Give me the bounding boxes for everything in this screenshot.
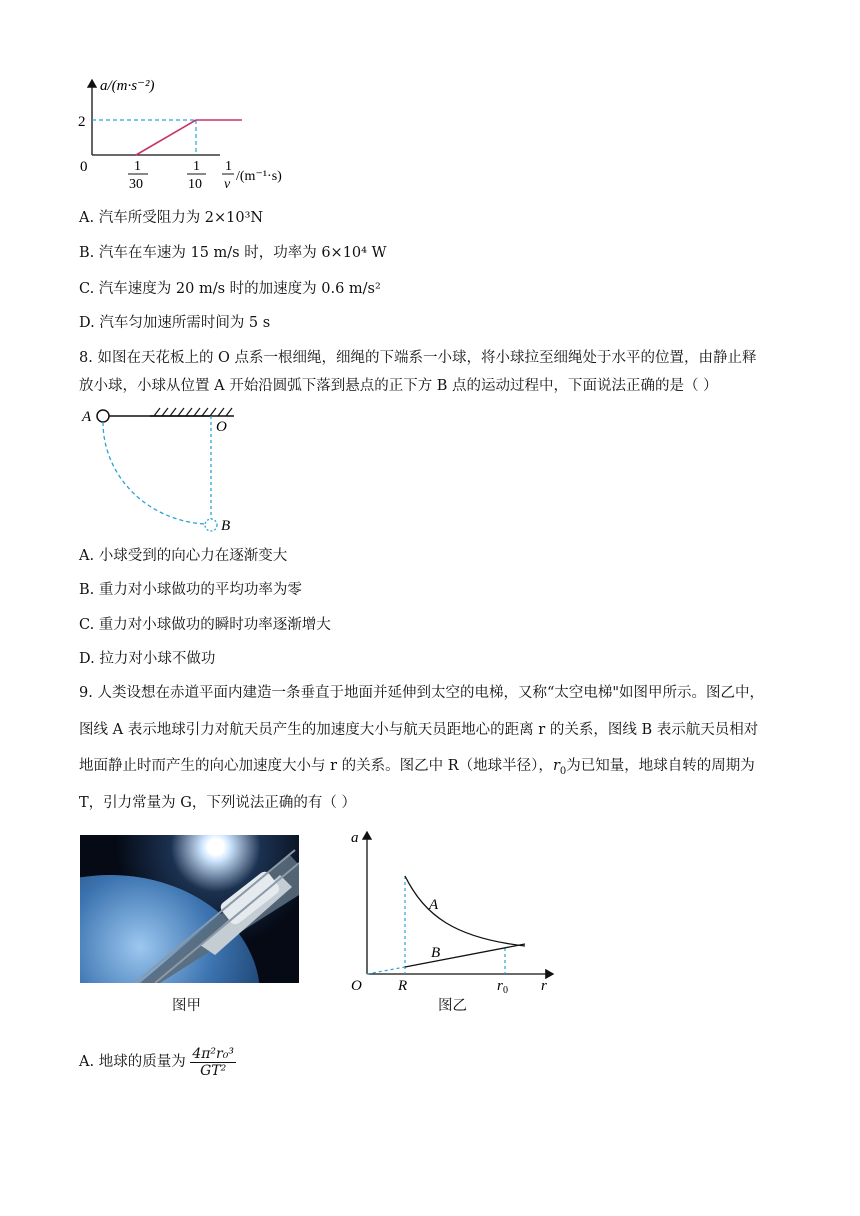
origin-label: O xyxy=(351,978,362,994)
ceiling-hatch xyxy=(150,408,234,416)
caption-fig-yi: 图乙 xyxy=(438,998,467,1014)
x-axis-label: r xyxy=(541,978,547,994)
tick-r0: r xyxy=(497,978,503,994)
arc-path-dashed xyxy=(103,422,205,524)
accel-inverse-velocity-graph xyxy=(78,72,318,197)
earth-mass-formula: $\frac{\text{4π²r₀³}}{\text{GT²}}$ xyxy=(192,1045,234,1079)
line-b xyxy=(405,944,525,967)
q9-stem-line1: 9. 人类设想在赤道平面内建造一条垂直于地面并延伸到太空的电梯，又称“太空电梯"如图甲所示。图乙中， xyxy=(79,685,765,701)
ramp-segment xyxy=(136,120,196,155)
x-axis-unit: /(m⁻¹·s) xyxy=(236,169,282,184)
q8-option-d: D. 拉力对小球不做功 xyxy=(79,651,216,667)
q9-stem-line3: 地面静止时而产生的向心加速度大小与 r 的关系。图乙中 R（地球半径），$r_0$为已知量，地球自转的周期为 xyxy=(79,758,755,777)
q8-option-c: C. 重力对小球做功的瞬时功率逐渐增大 xyxy=(79,617,331,633)
label-o: O xyxy=(216,419,227,435)
curve-a xyxy=(405,876,525,946)
q9-stem-line2: 图线 A 表示地球引力对航天员产生的加速度大小与航天员距地心的距离 r 的关系，图线 B 表示航天员相对 xyxy=(79,722,759,738)
q7-option-b: B. 汽车在车速为 15 m/s 时，功率为 6×10⁴ W xyxy=(79,245,387,261)
q8-option-a: A. 小球受到的向心力在逐渐变大 xyxy=(79,548,288,564)
q7-option-a: A. 汽车所受阻力为 2×10³N xyxy=(79,210,264,226)
x-axis-num: 1 xyxy=(225,159,232,174)
q8-stem-line1: 8. 如图在天花板上的 O 点系一根细绳，细绳的下端系一小球，将小球拉至细绳处于水平的位置，由静止释 xyxy=(79,350,757,366)
y-axis-label: a xyxy=(351,830,359,846)
tick-r0-sub: 0 xyxy=(503,985,508,996)
origin-label: 0 xyxy=(80,159,88,175)
x-tick-1-10-den: 10 xyxy=(188,177,202,192)
space-elevator-photo xyxy=(80,835,299,983)
x-tick-1-30-den: 30 xyxy=(129,177,143,192)
q7-option-c: C. 汽车速度为 20 m/s 时的加速度为 0.6 m/s² xyxy=(79,281,381,297)
curve-a-label: A xyxy=(429,897,439,913)
ball-at-a xyxy=(97,410,109,422)
ball-at-b xyxy=(205,519,217,531)
line-b-label: B xyxy=(431,945,441,961)
x-tick-1-10-num: 1 xyxy=(193,159,200,174)
tick-r: R xyxy=(398,978,408,994)
x-tick-1-30-num: 1 xyxy=(134,159,141,174)
acceleration-radius-graph xyxy=(345,826,560,996)
q8-option-b: B. 重力对小球做功的平均功率为零 xyxy=(79,582,302,598)
origin-to-r-dashed xyxy=(367,967,405,974)
q7-option-d: D. 汽车匀加速所需时间为 5 s xyxy=(79,315,271,331)
y-axis-label: a/(m·s⁻²) xyxy=(100,78,155,94)
x-axis-den: v xyxy=(224,177,231,192)
q9-stem-line4: T，引力常量为 G，下列说法正确的有（ ） xyxy=(79,795,356,811)
elevator-structure xyxy=(80,835,299,983)
q8-stem-line2: 放小球，小球从位置 A 开始沿圆弧下落到悬点的正下方 B 点的运动过程中，下面说法正确的是（ ） xyxy=(79,378,718,394)
pendulum-diagram xyxy=(78,400,258,540)
label-a: A xyxy=(82,409,92,425)
caption-fig-jia: 图甲 xyxy=(172,998,201,1014)
label-b: B xyxy=(221,518,231,534)
q9-option-a: A. 地球的质量为 $\frac{\text{4π²r₀³}}{\text{GT²}}$ xyxy=(79,1045,234,1079)
y-tick-2: 2 xyxy=(78,114,86,130)
